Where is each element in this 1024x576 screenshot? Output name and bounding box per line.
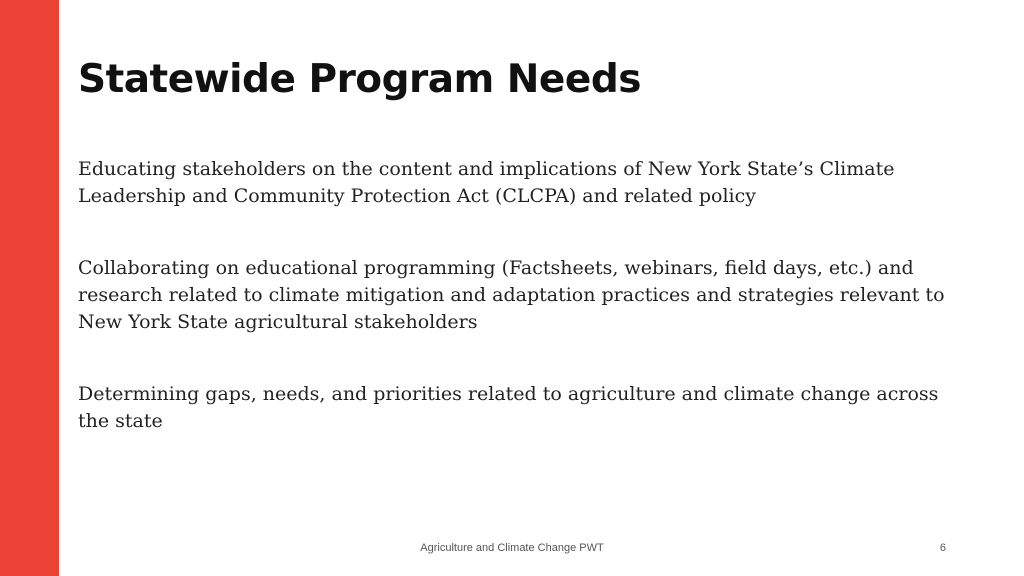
footer-text: Agriculture and Climate Change PWT	[420, 542, 604, 554]
body-paragraph-2: Collaborating on educational programming (Factsheets, webinars, field days, etc.) and research related to climate mitigation and adaptation practices and strategies relevant to New York State agricultural stakeholders	[78, 257, 945, 333]
slide-title: Statewide Program Needs	[78, 57, 641, 102]
body-paragraph-3: Determining gaps, needs, and priorities related to agriculture and climate change across the state	[78, 383, 939, 432]
page-number: 6	[939, 542, 946, 554]
slide-body	[78, 156, 958, 480]
accent-bar	[0, 0, 59, 576]
body-paragraph-1: Educating stakeholders on the content and implications of New York State’s Climate Leadership and Community Protection Act (CLCPA) and related policy	[78, 158, 895, 207]
